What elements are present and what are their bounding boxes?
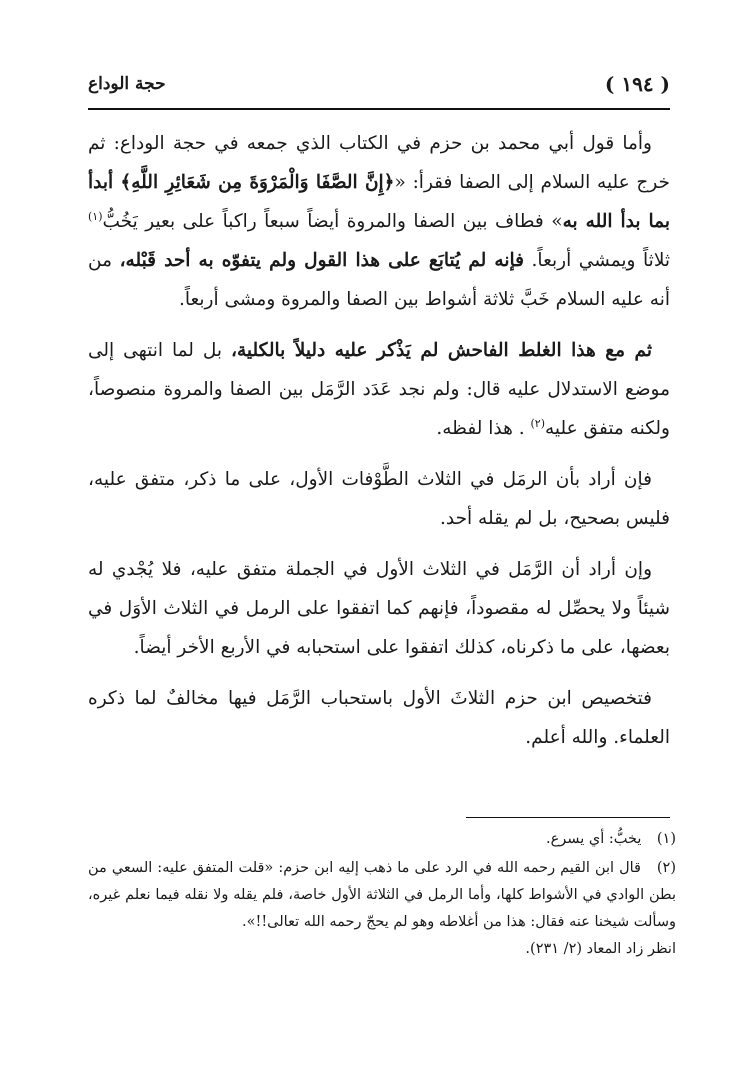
footnote-source: انظر زاد المعاد (٢/ ٢٣١). bbox=[525, 941, 676, 957]
footnote-number: (٢) bbox=[656, 860, 677, 876]
footnote-text: قال ابن القيم رحمه الله في الرد على ما ذهب إليه ابن حزم: «قلت المتفق عليه: السعي من بطن الوادي في الأشواط كلها، وأما الرمل في الثلاثة الأول خاصة، فلم يقله ولا نقله فيما نعلم غيره، وسألت شيخنا عنه فقال: هذا من أغلاطه وهو لم يحجّ رحمه الله تعالى!!». bbox=[88, 860, 676, 930]
running-title: حجة الوداع bbox=[88, 74, 166, 94]
paragraph-2: ثم مع هذا الغلط الفاحش لم يَذْكر عليه دليلاً بالكلية، بل لما انتهى إلى موضع الاستدلال عليه قال: ولم نجد عَدَد الرَّمَل بين الصفا والمروة منصوصاً، ولكنه متفق عليه$^{(٢)}$ . هذا لفظه. bbox=[88, 340, 670, 439]
footnote-ref-2[interactable]: (٢) bbox=[530, 416, 545, 430]
page-number: ( ١٩٤ ) bbox=[604, 72, 670, 96]
paragraph-3: فإن أراد بأن الرمَل في الثلاث الطَّوْفات الأول، على ما ذكر، متفق عليه، فليس بصحيح، بل لم يقله أحد. bbox=[88, 469, 670, 529]
footnote-divider bbox=[466, 817, 670, 818]
page-header bbox=[88, 72, 670, 102]
quran-verse: ﴿إِنَّ الصَّفَا وَالْمَرْوَةَ مِن شَعَائِرِ اللَّهِ﴾ أبدأ بما بدأ الله به bbox=[88, 172, 670, 232]
header-divider bbox=[88, 108, 670, 110]
footnote-2 bbox=[88, 855, 676, 963]
footnote-1 bbox=[88, 826, 676, 853]
main-text bbox=[88, 124, 670, 769]
footnote-text: يخبُّ: أي يسرع. bbox=[546, 831, 642, 847]
footnote-number: (١) bbox=[656, 831, 676, 847]
emphasis-text: ثم مع هذا الغلط الفاحش لم يَذْكر عليه دليلاً بالكلية، bbox=[231, 340, 652, 361]
footnotes bbox=[88, 826, 676, 965]
paragraph-5: فتخصيص ابن حزم الثلاثَ الأول باستحباب الرَّمَل فيها مخالفٌ لما ذكره العلماء. والله أعلم. bbox=[88, 688, 670, 748]
paragraph-1: وأما قول أبي محمد بن حزم في الكتاب الذي جمعه في حجة الوداع: ثم خرج عليه السلام إلى الصفا فقرأ: «﴿إِنَّ الصَّفَا وَالْمَرْوَةَ مِن شَعَائِرِ اللَّهِ﴾ أبدأ بما بدأ الله به» فطاف بين الصفا والمروة أيضاً سبعاً راكباً على بعير يَخُبُّ$^{(١)}$ ثلاثاً ويمشي أربعاً. فإنه لم يُتابَع على هذا القول ولم يتفوّه به أحد قَبْله، من أنه عليه السلام خَبَّ ثلاثة أشواط بين الصفا والمروة ومشى أربعاً. bbox=[88, 133, 671, 310]
emphasis-text: فإنه لم يُتابَع على هذا القول ولم يتفوّه به أحد قَبْله، bbox=[119, 250, 524, 271]
paragraph-4: وإن أراد أن الرَّمَل في الثلاث الأول في الجملة متفق عليه، فلا يُجْدي له شيئاً ولا يحصِّل له مقصوداً، فإنهم كما اتفقوا على الرمل في الثلاث الأوَل في بعضها، على ما ذكرناه، كذلك اتفقوا على استحبابه في الأربع الأخر أيضاً. bbox=[88, 559, 670, 658]
footnote-ref-1[interactable]: (١) bbox=[88, 209, 103, 223]
